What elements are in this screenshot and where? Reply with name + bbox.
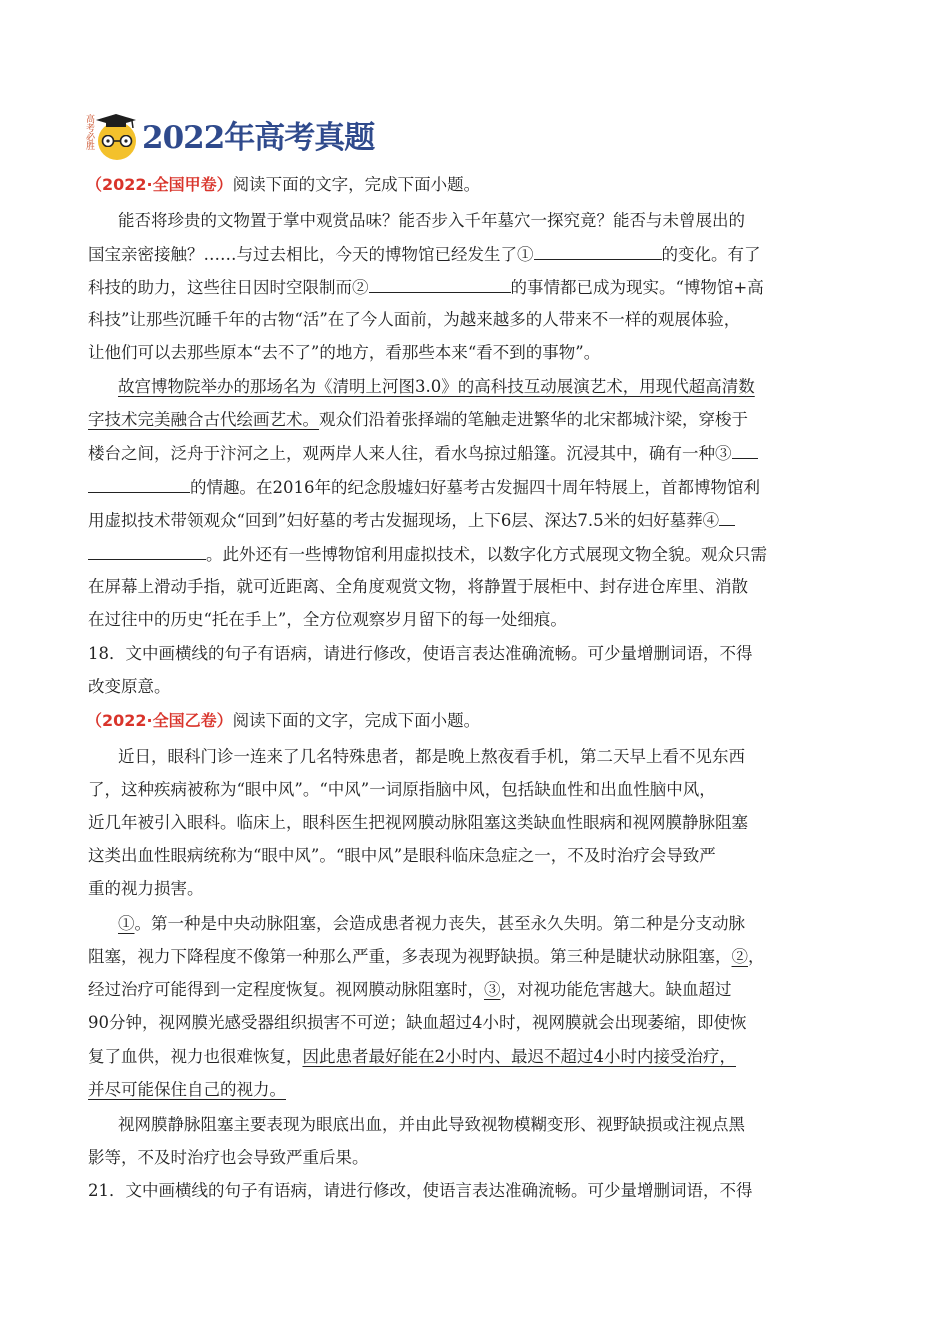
s2-p1-line2: 了，这种疾病被称为“眼中风”。“中风”一词原指脑中风，包括缺血性和出血性脑中风， <box>88 780 716 799</box>
s1-p2-line7: 在屏幕上滑动手指，就可近距离、全角度观赏文物，将静置于展柜中、封存进仓库里、消散 <box>88 577 748 596</box>
s1-p1-line3 <box>88 274 764 301</box>
s1-p2-line3-text: 楼台之间，泛舟于汴河之上，观两岸人来人往，看水鸟掠过船篷。沉浸其中，确有一种③ <box>88 444 732 463</box>
blank-3a[interactable] <box>732 440 758 459</box>
scholar-logo-icon <box>82 108 140 160</box>
s2-p2-line5 <box>88 1044 736 1070</box>
s2-p2-line3-text: 经过治疗可能得到一定程度恢复。视网膜动脉阻塞时， <box>88 980 484 999</box>
s1-p2-line8: 在过往中的历史“托在手上”，全方位观察岁月留下的每一处细痕。 <box>88 610 567 629</box>
s2-p2-line1 <box>118 911 745 937</box>
s2-p2-line2 <box>88 944 765 970</box>
blank-2[interactable] <box>369 274 511 293</box>
s2-p1-line4: 这类出血性眼病统称为“眼中风”。“眼中风”是眼科临床急症之一，不及时治疗会导致严 <box>88 846 716 865</box>
s1-p2-line1-underlined: 故宫博物院举办的那场名为《清明上河图3.0》的高科技互动展演艺术，用现代超高清数 <box>118 377 755 396</box>
question-21-line1: 21．文中画横线的句子有语病，请进行修改，使语言表达准确流畅。可少量增删词语，不得 <box>88 1181 753 1200</box>
section1-intro: 阅读下面的文字，完成下面小题。 <box>232 175 481 194</box>
s1-p1-line2-end: 的变化。有了 <box>661 245 761 264</box>
s2-p2-line3-end: ，对视功能危害越大。缺血超过 <box>500 980 732 999</box>
s1-p1-line1: 能否将珍贵的文物置于掌中观赏品味？能否步入千年墓穴一探究竟？能否与未曾展出的 <box>118 211 745 230</box>
question-18-line1: 18．文中画横线的句子有语病，请进行修改，使语言表达准确流畅。可少量增删词语，不得 <box>88 644 753 663</box>
s1-p2-line5-text: 用虚拟技术带领观众“回到”妇好墓的考古发掘现场，上下6层、深达7.5米的妇好墓葬④ <box>88 511 720 530</box>
s1-p2-line3 <box>88 440 758 467</box>
s1-p2-line6-text: 。此外还有一些博物馆利用虚拟技术，以数字化方式展现文物全貌。观众只需 <box>206 545 767 564</box>
s2-p2-line1-text: 。第一种是中央动脉阻塞，会造成患者视力丧失，甚至永久失明。第二种是分支动脉 <box>134 914 745 933</box>
s1-p1-line2 <box>88 241 761 268</box>
blank-marker-3[interactable]: ③ <box>484 980 501 999</box>
s1-p1-line5: 让他们可以去那些原本“去不了”的地方，看那些本来“看不到的事物”。 <box>88 343 601 362</box>
blank-4b[interactable] <box>88 541 206 560</box>
s1-p1-line2-text: 国宝亲密接触？……与过去相比，今天的博物馆已经发生了① <box>88 245 534 264</box>
blank-4a[interactable] <box>719 507 735 526</box>
s1-p1-line4: 科技”让那些沉睡千年的古物“活”在了今人面前，为越来越多的人带来不一样的观展体验， <box>88 310 741 329</box>
section2-intro: 阅读下面的文字，完成下面小题。 <box>232 711 481 730</box>
blank-3b[interactable] <box>88 474 190 493</box>
s2-p1-line5: 重的视力损害。 <box>88 879 204 898</box>
s1-p2-line4 <box>88 474 760 501</box>
section1-source: （2022·全国甲卷） <box>86 175 233 194</box>
s1-p2-line6 <box>88 541 767 568</box>
s2-p1-line1: 近日，眼科门诊一连来了几名特殊患者，都是晚上熬夜看手机，第二天早上看不见东西 <box>118 747 745 766</box>
s1-p1-line3-text: 科技的助力，这些往日因时空限制而② <box>88 278 369 297</box>
header <box>82 108 374 160</box>
glasses-icon <box>100 135 134 147</box>
s2-p3-line2: 影等，不及时治疗也会导致严重后果。 <box>88 1148 369 1167</box>
s1-p2-line2 <box>88 407 748 433</box>
section2-heading <box>86 708 480 734</box>
blank-marker-1[interactable]: ① <box>118 914 135 933</box>
s2-p2-line3 <box>88 977 732 1003</box>
s1-p2-line2-rest: 观众们沿着张择端的笔触走进繁华的北宋都城汴梁，穿梭于 <box>319 410 748 429</box>
s1-p2-line5 <box>88 507 735 534</box>
s2-p2-line2-end: ， <box>748 947 765 966</box>
s1-p2-line4-text: 的情趣。在2016年的纪念殷墟妇好墓考古发掘四十周年特展上，首都博物馆利 <box>190 478 760 497</box>
s2-p3-line1: 视网膜静脉阻塞主要表现为眼底出血，并由此导致视物模糊变形、视野缺损或注视点黑 <box>118 1115 745 1134</box>
s2-p2-line4: 90分钟，视网膜光感受器组织损害不可逆；缺血超过4小时，视网膜就会出现萎缩，即使恢 <box>88 1013 747 1032</box>
blank-marker-2[interactable]: ② <box>731 947 748 966</box>
s1-p1-line3-end: 的事情都已成为现实。“博物馆+高 <box>510 278 764 297</box>
s2-p2-line5-text: 复了血供，视力也很难恢复， <box>88 1047 303 1066</box>
section1-heading <box>86 172 480 198</box>
s2-p2-line6-underlined: 并尽可能保住自己的视力。 <box>88 1080 286 1099</box>
logo-text: 高考必胜 <box>84 114 94 150</box>
s2-p1-line3: 近几年被引入眼科。临床上，眼科医生把视网膜动脉阻塞这类缺血性眼病和视网膜静脉阻塞 <box>88 813 748 832</box>
s2-p2-line2-text: 阻塞，视力下降程度不像第一种那么严重，多表现为视野缺损。第三种是睫状动脉阻塞， <box>88 947 732 966</box>
graduation-cap-icon <box>96 114 136 128</box>
section2-source: （2022·全国乙卷） <box>86 711 233 730</box>
blank-1[interactable] <box>534 241 662 260</box>
s1-p2-line2-underlined: 字技术完美融合古代绘画艺术。 <box>88 410 319 429</box>
question-18-line2: 改变原意。 <box>88 677 171 696</box>
s2-p2-line5-underlined: 因此患者最好能在2小时内、最迟不超过4小时内接受治疗， <box>302 1047 736 1066</box>
page-title: 2022年高考真题 <box>142 119 375 156</box>
